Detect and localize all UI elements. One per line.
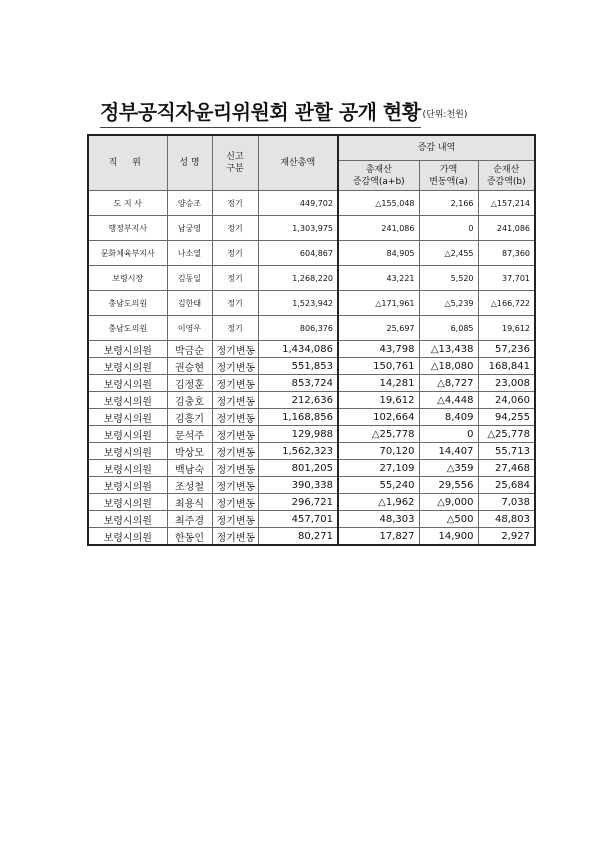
cell-net-change: 57,236	[478, 341, 535, 358]
header-total-assets: 재산총액	[258, 135, 338, 191]
cell-net-change: 19,612	[478, 316, 535, 341]
document-title: 정부공직자윤리위원회 관할 공개 현황	[100, 96, 421, 128]
table-row	[88, 426, 535, 443]
cell-position: 보령시의원	[88, 511, 167, 528]
table-row	[88, 494, 535, 511]
cell-price-change: 14,407	[419, 443, 478, 460]
header-report-type	[212, 135, 258, 191]
cell-total-assets: 1,268,220	[258, 266, 338, 291]
cell-total-assets: 1,434,086	[258, 341, 338, 358]
cell-total-change: 55,240	[338, 477, 419, 494]
cell-report-type: 정기변동	[212, 494, 258, 511]
cell-net-change: 48,803	[478, 511, 535, 528]
cell-total-change: 70,120	[338, 443, 419, 460]
cell-report-type: 정기변동	[212, 477, 258, 494]
cell-report-type: 정기변동	[212, 409, 258, 426]
cell-total-change: 84,905	[338, 241, 419, 266]
cell-net-change: 25,684	[478, 477, 535, 494]
cell-net-change: 37,701	[478, 266, 535, 291]
cell-report-type: 정기	[212, 241, 258, 266]
table-row	[88, 216, 535, 241]
table-row	[88, 392, 535, 409]
cell-position: 보령시의원	[88, 392, 167, 409]
cell-report-type: 정기변동	[212, 460, 258, 477]
cell-total-assets: 1,303,975	[258, 216, 338, 241]
cell-price-change: △9,000	[419, 494, 478, 511]
cell-report-type: 정기변동	[212, 511, 258, 528]
table-row	[88, 341, 535, 358]
cell-name: 한동인	[167, 528, 212, 546]
cell-total-change: 14,281	[338, 375, 419, 392]
header-change-details: 증감 내역	[338, 135, 535, 161]
header-net-change	[478, 161, 535, 191]
cell-price-change: 6,085	[419, 316, 478, 341]
cell-net-change: 87,360	[478, 241, 535, 266]
cell-name: 김한태	[167, 291, 212, 316]
table-row	[88, 316, 535, 341]
header-total-change-line2: 증감액(a+b)	[352, 176, 405, 187]
cell-report-type: 정기	[212, 191, 258, 216]
cell-position: 보령시의원	[88, 443, 167, 460]
cell-total-change: △155,048	[338, 191, 419, 216]
cell-price-change: 5,520	[419, 266, 478, 291]
cell-total-assets: 457,701	[258, 511, 338, 528]
table-row	[88, 409, 535, 426]
cell-price-change: △5,239	[419, 291, 478, 316]
cell-total-change: △1,962	[338, 494, 419, 511]
cell-total-change: 150,761	[338, 358, 419, 375]
header-net-change-line1: 순재산	[493, 164, 520, 175]
table-row	[88, 460, 535, 477]
cell-position: 문화체육부지사	[88, 241, 167, 266]
table-row	[88, 375, 535, 392]
cell-total-assets: 296,721	[258, 494, 338, 511]
table-row	[88, 358, 535, 375]
disclosure-table	[87, 134, 536, 546]
cell-position: 보령시의원	[88, 528, 167, 546]
cell-total-assets: 129,988	[258, 426, 338, 443]
cell-total-change: 48,303	[338, 511, 419, 528]
cell-name: 이영우	[167, 316, 212, 341]
cell-position: 보령시장	[88, 266, 167, 291]
cell-price-change: △2,455	[419, 241, 478, 266]
cell-total-assets: 1,523,942	[258, 291, 338, 316]
cell-total-change: 25,697	[338, 316, 419, 341]
header-name: 성 명	[167, 135, 212, 191]
cell-position: 보령시의원	[88, 375, 167, 392]
cell-position: 보령시의원	[88, 341, 167, 358]
cell-position: 보령시의원	[88, 426, 167, 443]
cell-price-change: 14,900	[419, 528, 478, 546]
table-row	[88, 191, 535, 216]
cell-position: 도 지 사	[88, 191, 167, 216]
cell-price-change: △4,448	[419, 392, 478, 409]
cell-price-change: △500	[419, 511, 478, 528]
cell-total-change: 19,612	[338, 392, 419, 409]
table-row	[88, 266, 535, 291]
header-price-change-line1: 가액	[439, 164, 458, 175]
cell-report-type: 정기변동	[212, 358, 258, 375]
cell-name: 권승현	[167, 358, 212, 375]
cell-name: 최주경	[167, 511, 212, 528]
cell-position: 행정부지사	[88, 216, 167, 241]
cell-total-assets: 1,168,856	[258, 409, 338, 426]
cell-position: 충남도의원	[88, 316, 167, 341]
cell-name: 김정훈	[167, 375, 212, 392]
cell-net-change: 94,255	[478, 409, 535, 426]
header-total-change-line1: 총재산	[365, 164, 392, 175]
table-row	[88, 477, 535, 494]
cell-total-assets: 80,271	[258, 528, 338, 546]
cell-total-change: 241,086	[338, 216, 419, 241]
table-row	[88, 528, 535, 546]
cell-price-change: 0	[419, 216, 478, 241]
cell-name: 조성철	[167, 477, 212, 494]
cell-total-change: 17,827	[338, 528, 419, 546]
cell-name: 남궁영	[167, 216, 212, 241]
cell-total-assets: 853,724	[258, 375, 338, 392]
cell-price-change: △18,080	[419, 358, 478, 375]
cell-net-change: 27,468	[478, 460, 535, 477]
table-body	[88, 191, 535, 546]
cell-price-change: 8,409	[419, 409, 478, 426]
cell-total-change: 43,221	[338, 266, 419, 291]
cell-price-change: 29,556	[419, 477, 478, 494]
cell-price-change: △359	[419, 460, 478, 477]
cell-net-change: 23,008	[478, 375, 535, 392]
header-price-change	[419, 161, 478, 191]
cell-total-change: 27,109	[338, 460, 419, 477]
cell-report-type: 정기변동	[212, 528, 258, 546]
cell-report-type: 정기변동	[212, 341, 258, 358]
cell-name: 양승조	[167, 191, 212, 216]
cell-report-type: 정기변동	[212, 392, 258, 409]
cell-net-change: 24,060	[478, 392, 535, 409]
cell-report-type: 정기변동	[212, 443, 258, 460]
header-price-change-line2: 변동액(a)	[429, 176, 468, 187]
cell-price-change: △13,438	[419, 341, 478, 358]
cell-report-type: 정기	[212, 266, 258, 291]
cell-name: 김동일	[167, 266, 212, 291]
cell-net-change: △25,778	[478, 426, 535, 443]
title-block	[100, 96, 520, 128]
header-total-change	[338, 161, 419, 191]
cell-total-change: △171,961	[338, 291, 419, 316]
cell-name: 최용식	[167, 494, 212, 511]
cell-total-assets: 801,205	[258, 460, 338, 477]
cell-price-change: 0	[419, 426, 478, 443]
cell-report-type: 정기	[212, 291, 258, 316]
cell-position: 보령시의원	[88, 477, 167, 494]
cell-name: 박상모	[167, 443, 212, 460]
header-position: 직 위	[88, 135, 167, 191]
cell-net-change: 168,841	[478, 358, 535, 375]
cell-net-change: 7,038	[478, 494, 535, 511]
cell-total-assets: 390,338	[258, 477, 338, 494]
unit-note: (단위:천원)	[422, 110, 468, 120]
cell-total-change: 43,798	[338, 341, 419, 358]
cell-position: 보령시의원	[88, 409, 167, 426]
cell-position: 보령시의원	[88, 460, 167, 477]
cell-name: 문석주	[167, 426, 212, 443]
cell-net-change: 2,927	[478, 528, 535, 546]
cell-total-assets: 449,702	[258, 191, 338, 216]
table-row	[88, 241, 535, 266]
table-row	[88, 291, 535, 316]
cell-position: 충남도의원	[88, 291, 167, 316]
cell-total-change: △25,778	[338, 426, 419, 443]
cell-name: 박금순	[167, 341, 212, 358]
cell-net-change: △157,214	[478, 191, 535, 216]
table-row	[88, 511, 535, 528]
cell-name: 나소열	[167, 241, 212, 266]
cell-total-assets: 806,376	[258, 316, 338, 341]
cell-position: 보령시의원	[88, 494, 167, 511]
table-row	[88, 443, 535, 460]
cell-total-change: 102,664	[338, 409, 419, 426]
cell-total-assets: 212,636	[258, 392, 338, 409]
cell-name: 김충호	[167, 392, 212, 409]
cell-price-change: △8,727	[419, 375, 478, 392]
cell-net-change: 55,713	[478, 443, 535, 460]
cell-net-change: △166,722	[478, 291, 535, 316]
cell-name: 백남숙	[167, 460, 212, 477]
header-report-type-line1: 신고	[226, 152, 244, 162]
cell-report-type: 정기변동	[212, 426, 258, 443]
cell-report-type: 정기	[212, 216, 258, 241]
cell-total-assets: 551,853	[258, 358, 338, 375]
cell-net-change: 241,086	[478, 216, 535, 241]
cell-report-type: 정기변동	[212, 375, 258, 392]
cell-total-assets: 604,867	[258, 241, 338, 266]
header-report-type-line2: 구분	[226, 164, 244, 174]
cell-report-type: 정기	[212, 316, 258, 341]
cell-price-change: 2,166	[419, 191, 478, 216]
cell-position: 보령시의원	[88, 358, 167, 375]
cell-name: 김흥기	[167, 409, 212, 426]
header-net-change-line2: 증감액(b)	[486, 176, 526, 187]
cell-total-assets: 1,562,323	[258, 443, 338, 460]
